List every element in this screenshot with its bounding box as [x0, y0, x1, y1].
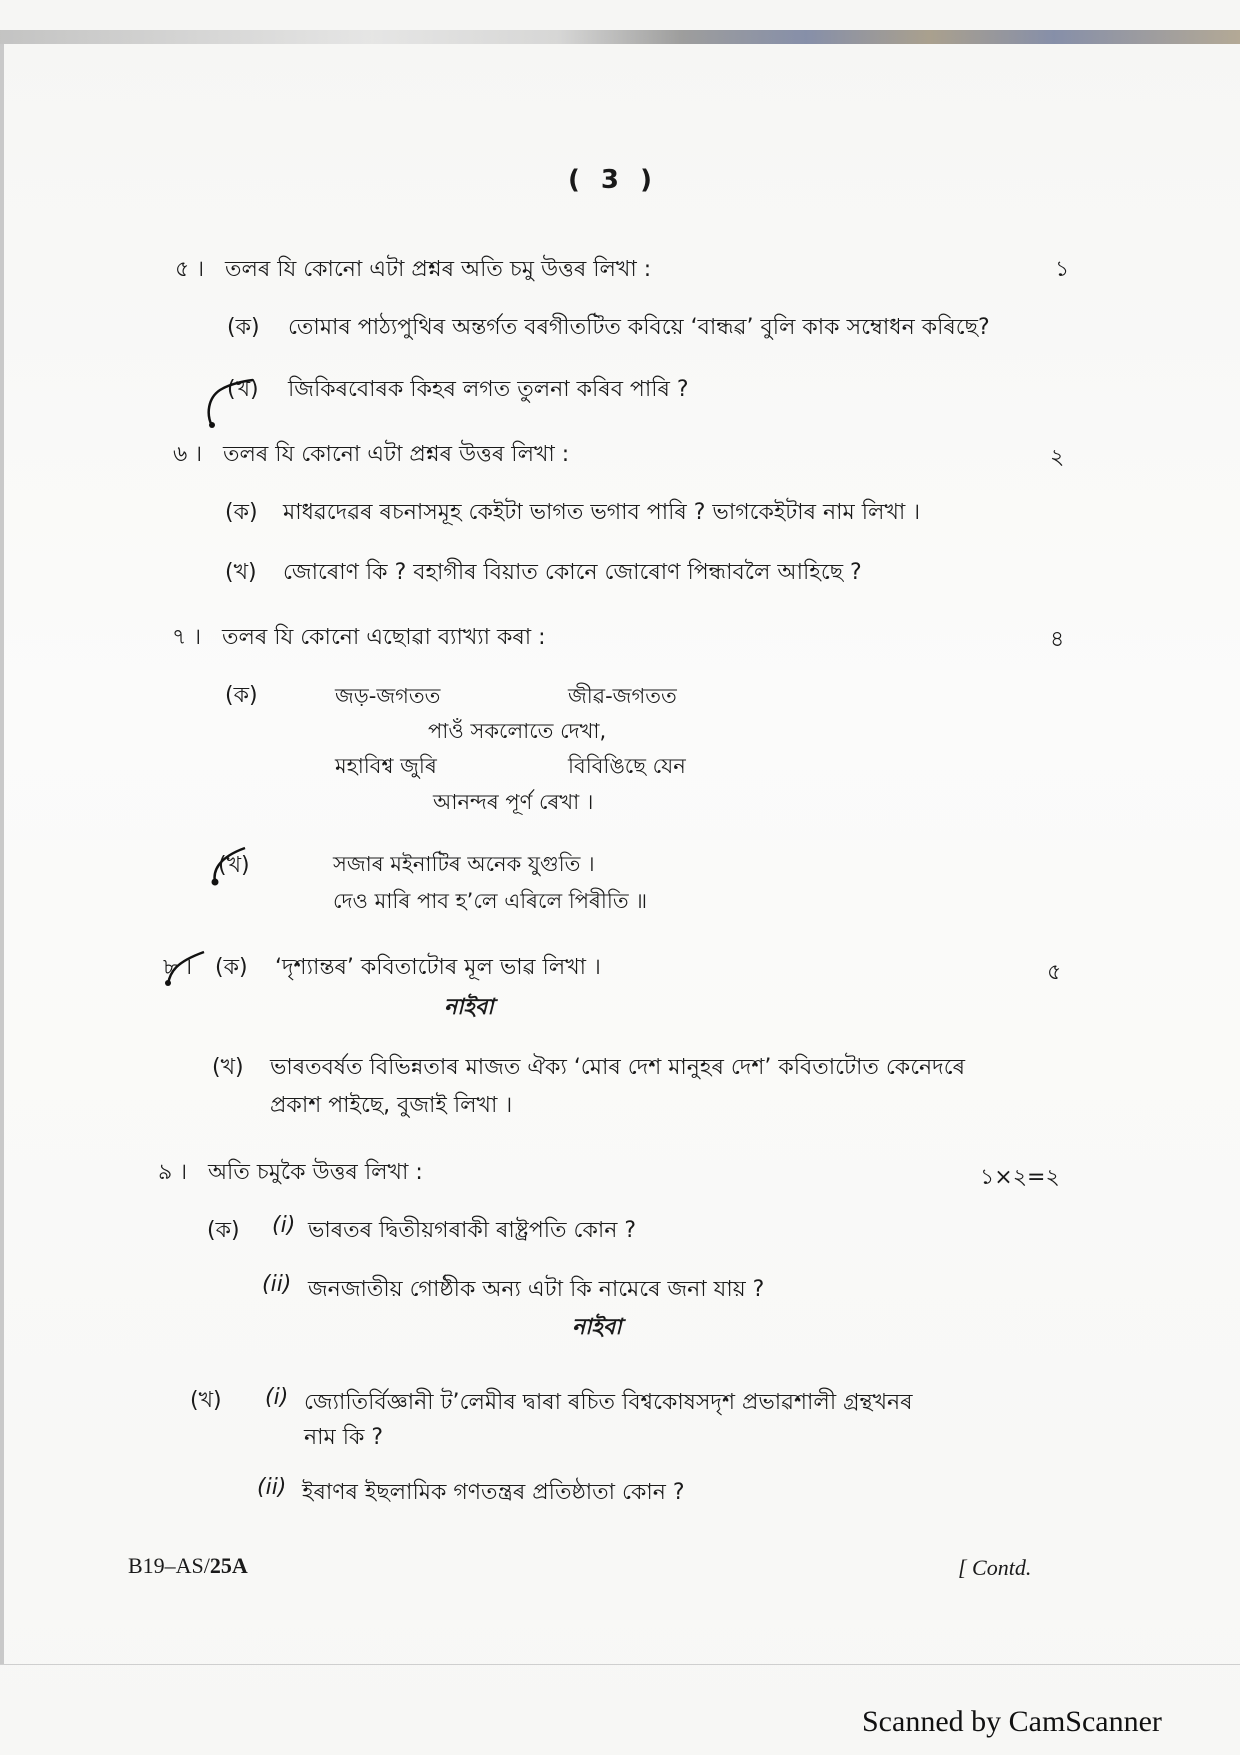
q7-kh-poem-line2: দেও মাৰি পাব হ’লে এৰিলে পিৰীতি ॥ [333, 889, 648, 913]
q9-kh-label: (খ) [190, 1388, 222, 1413]
page-number: ( 3 ) [568, 165, 658, 195]
scan-top-border [0, 30, 1240, 44]
q7-k-poem-line1b: জীৱ-জগতত [568, 684, 677, 708]
q9-k-ii-label: (ii) [262, 1272, 292, 1297]
continued-marker: [ Contd. [958, 1555, 1032, 1580]
q6-kh-label: (খ) [225, 560, 257, 585]
q7-kh-label: (খ) [218, 853, 250, 878]
paper-code-prefix: B19–AS/ [128, 1553, 210, 1578]
q6-k-text: মাধৱদেৱৰ ৰচনাসমূহ কেইটা ভাগত ভগাব পাৰি ? ভাগকেইটাৰ নাম লিখা । [283, 500, 921, 525]
q8-kh-label: (খ) [212, 1055, 244, 1080]
question-5-marks: ১ [1055, 257, 1070, 282]
pen-tick-mark [198, 368, 258, 430]
pen-tick-mark [160, 948, 210, 988]
q5-kh-label: (খ) [227, 377, 259, 402]
q9-k-label: (ক) [207, 1218, 240, 1243]
scan-left-edge [0, 44, 4, 1664]
q9-kh-i-label: (i) [265, 1385, 289, 1410]
q9-or-separator: নাইবা [572, 1315, 622, 1340]
camscanner-watermark: Scanned by CamScanner [862, 1705, 1162, 1738]
q9-kh-ii-label: (ii) [257, 1475, 287, 1500]
q9-kh-i-text-line1: জ্যোতিৰ্বিজ্ঞানী ট’লেমীৰ দ্বাৰা ৰচিত বিশ্বকোষসদৃশ প্ৰভাৱশালী গ্ৰন্থখনৰ [304, 1390, 913, 1415]
q7-k-poem-line2: পাওঁ সকলোতে দেখা, [428, 719, 607, 743]
question-8-marks: ৫ [1047, 960, 1062, 985]
q7-k-poem-line3b: বিবিঙিছে যেন [568, 754, 686, 778]
q5-k-text: তোমাৰ পাঠ্যপুথিৰ অন্তৰ্গত বৰগীতটিত কবিয়ে ‘বান্ধৱ’ বুলি কাক সম্বোধন কৰিছে? [288, 315, 990, 340]
q9-k-ii-text: জনজাতীয় গোষ্ঠীক অন্য এটা কি নামেৰে জনা যায় ? [308, 1277, 765, 1302]
q7-k-poem-line4: আনন্দৰ পূৰ্ণ ৰেখা । [433, 790, 594, 814]
question-6-text: তলৰ যি কোনো এটা প্ৰশ্নৰ উত্তৰ লিখা : [223, 442, 570, 467]
question-7-text: তলৰ যি কোনো এছোৱা ব্যাখ্যা কৰা : [222, 625, 546, 650]
q7-kh-poem-line1: সজাৰ মইনাটিৰ অনেক যুগুতি । [333, 852, 595, 876]
q9-k-i-text: ভাৰতৰ দ্বিতীয়গৰাকী ৰাষ্ট্ৰপতি কোন ? [308, 1218, 637, 1243]
q8-kh-text-line2: প্ৰকাশ পাইছে, বুজাই লিখা । [270, 1093, 513, 1118]
question-9-text: অতি চমুকৈ উত্তৰ লিখা : [208, 1160, 423, 1185]
q7-k-poem-line3a: মহাবিশ্ব জুৰি [335, 754, 437, 778]
paper-code [128, 1553, 248, 1579]
question-7-number: ৭ । [172, 625, 202, 650]
q6-k-label: (ক) [225, 500, 258, 525]
question-9-number: ৯ । [158, 1160, 188, 1185]
q9-k-i-label: (i) [272, 1213, 296, 1238]
q5-k-label: (ক) [227, 315, 260, 340]
question-8-number: ৮ । [163, 955, 193, 980]
question-5-number: ৫ । [175, 257, 205, 282]
q9-kh-ii-text: ইৰাণৰ ইছলামিক গণতন্ত্ৰৰ প্ৰতিষ্ঠাতা কোন ? [302, 1480, 685, 1505]
pen-tick-mark [205, 840, 255, 890]
q8-or-separator: নাইবা [444, 995, 494, 1020]
q6-kh-text: জোৰোণ কি ? বহাগীৰ বিয়াত কোনে জোৰোণ পিন্ধাবলৈ আহিছে ? [283, 560, 862, 585]
q9-kh-i-text-line2: নাম কি ? [304, 1425, 384, 1450]
q8-k-text: ‘দৃশ্যান্তৰ’ কবিতাটোৰ মূল ভাৱ লিখা । [275, 955, 601, 980]
q7-k-label: (ক) [225, 683, 258, 708]
q8-kh-text-line1: ভাৰতবৰ্ষত বিভিন্নতাৰ মাজত ঐক্য ‘মোৰ দেশ মানুহৰ দেশ’ কবিতাটোত কেনেদৰে [270, 1055, 965, 1080]
q7-k-poem-line1a: জড়-জগতত [335, 684, 441, 708]
question-5-text: তলৰ যি কোনো এটা প্ৰশ্নৰ অতি চমু উত্তৰ লিখা : [225, 257, 652, 282]
question-6-number: ৬ । [173, 442, 203, 467]
q5-kh-text: জিকিৰবোৰক কিহৰ লগত তুলনা কৰিব পাৰি ? [288, 377, 689, 402]
scan-bottom-border [0, 1664, 1240, 1665]
question-7-marks: ৪ [1050, 627, 1065, 652]
question-9-marks: ১×২=২ [980, 1165, 1060, 1190]
paper-code-number: 25A [209, 1553, 248, 1578]
q8-k-label: (ক) [215, 955, 248, 980]
question-6-marks: ২ [1050, 445, 1065, 470]
